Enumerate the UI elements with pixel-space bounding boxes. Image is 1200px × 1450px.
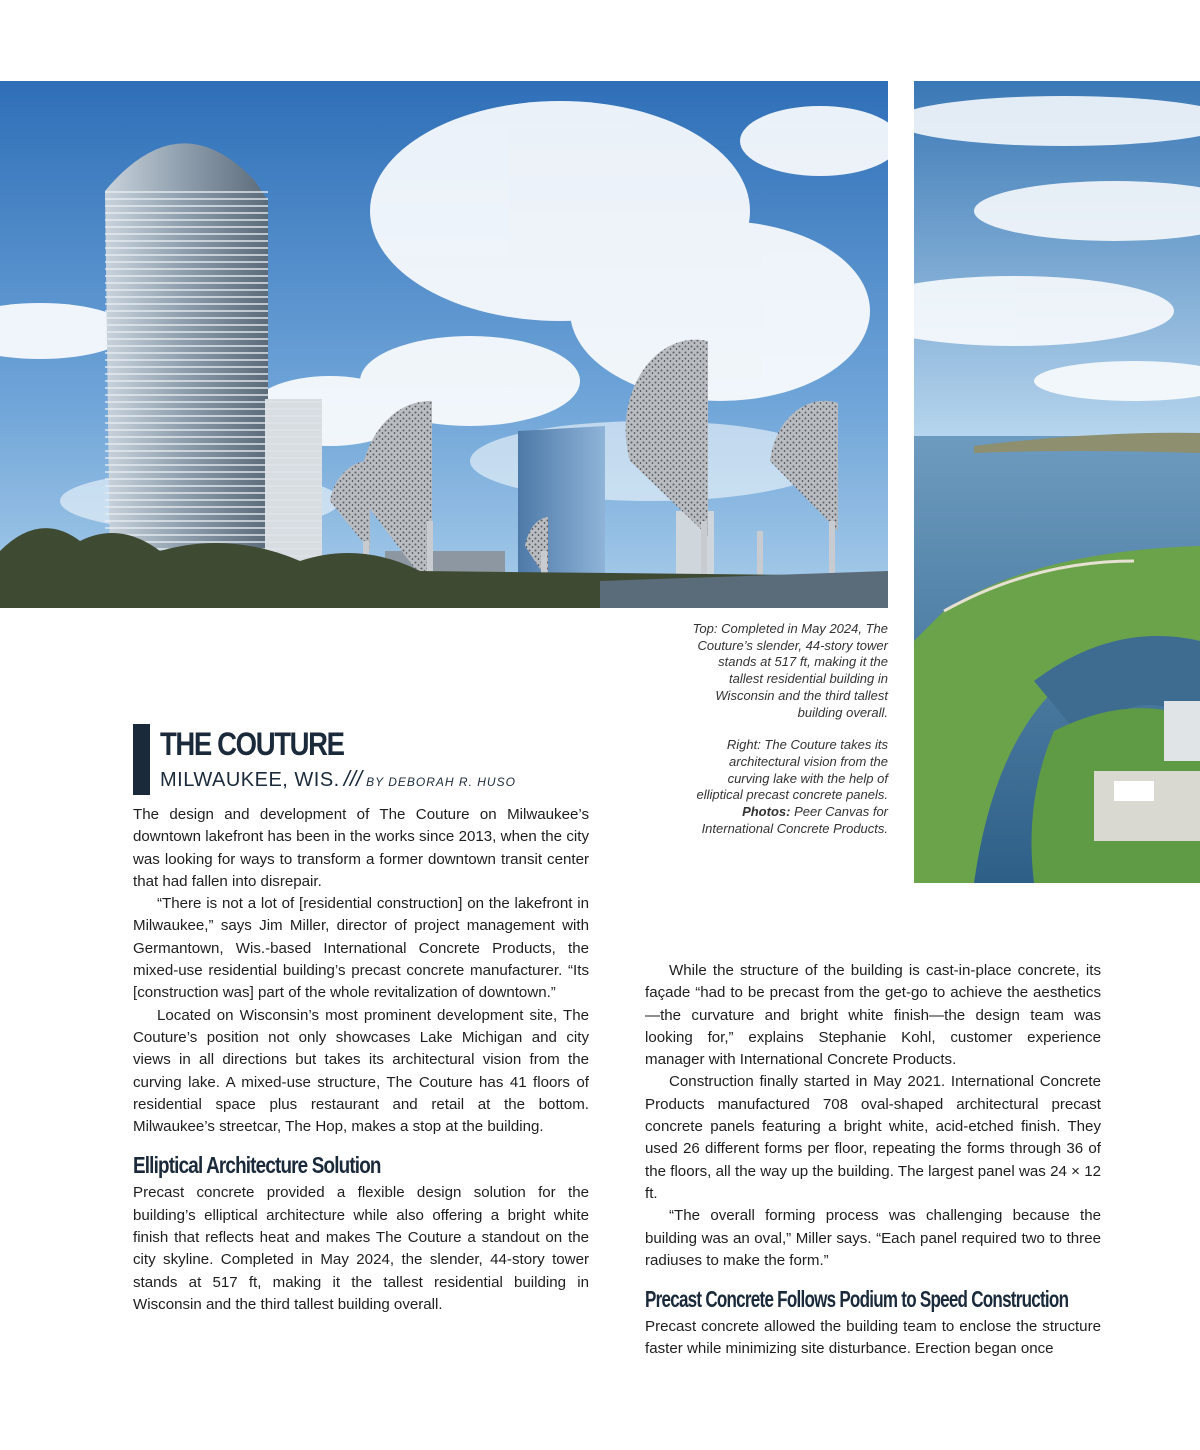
column-left <box>133 804 589 1316</box>
photo-couture-skyline <box>0 81 888 608</box>
section-heading-elliptical: Elliptical Architecture Solution <box>133 1152 381 1179</box>
paragraph: Construction finally started in May 2021. International Concrete Products manufactured 708 oval-shaped architectural precast concrete panels featuring a bright white, acid-etched finish. They used 26 different forms per floor, repeating the forms through 36 of the floors, all the way up the building. The largest panel was 24 × 12 ft. <box>645 1073 1101 1202</box>
column-right <box>645 960 1101 1361</box>
paragraph: While the structure of the building is cast-in-place concrete, its façade “had to be precast from the get-go to achieve the aesthetics—the curvature and bright white finish—the design team was looking for,” explains Stephanie Kohl, customer experience manager with International Concrete Products. <box>645 962 1101 1069</box>
paragraph: The design and development of The Couture on Milwaukee’s downtown lakefront has been in the works since 2013, when the city was looking for ways to transform a former downtown transit center that had fallen into disrepair. <box>133 806 589 890</box>
paragraph: Precast concrete provided a flexible design solution for the building’s elliptical architecture while also offering a bright white finish that reflects heat and makes The Couture a standout on the city skyline. Completed in May 2024, the slender, 44-story tower stands at 517 ft, making it the tallest residential building in Wisconsin and the third tallest building overall. <box>133 1184 589 1313</box>
caption-right <box>692 737 888 837</box>
article-title: THE COUTURE <box>160 726 344 762</box>
skyline-illustration <box>0 81 888 608</box>
paragraph: Precast concrete allowed the building team to enclose the structure faster while minimizing site disturbance. Erection began once <box>645 1318 1101 1358</box>
caption-photos-credit: Peer Canvas for International Concrete Products. <box>701 804 888 836</box>
paragraph: “The overall forming process was challenging because the building was an oval,” Miller says. “Each panel required two to three radiuses to make the form.” <box>645 1207 1101 1269</box>
paragraph: Located on Wisconsin’s most prominent development site, The Couture’s position not only showcases Lake Michigan and city views in all directions but takes its architectural vision from the curving lake. A mixed-use structure, The Couture has 41 floors of residential space plus restaurant and retail at the bottom. Milwaukee’s streetcar, The Hop, makes a stop at the building. <box>133 1006 589 1136</box>
lakefront-illustration <box>914 81 1200 883</box>
title-accent-bar <box>133 724 150 795</box>
slash-separator: /// <box>343 766 363 791</box>
section-heading-precast: Precast Concrete Follows Podium to Speed Construction <box>645 1286 1069 1313</box>
photo-caption <box>692 621 888 853</box>
caption-photos-label: Photos: <box>742 804 791 820</box>
paragraph: “There is not a lot of [residential construction] on the lakefront in Milwaukee,” says Jim Miller, director of project management with Germantown, Wis.-based International Concrete Products, the mixed-use residential building’s precast concrete manufacturer. “Its [construction was] part of the whole revitalization of downtown.” <box>133 895 589 1002</box>
photo-lakefront-aerial <box>914 81 1200 883</box>
article-byline: BY DEBORAH R. HUSO <box>366 775 516 789</box>
article-subtitle <box>160 764 516 797</box>
caption-top: Top: Completed in May 2024, The Couture’s slender, 44-story tower stands at 517 ft, making it the tallest residential building in Wisconsin and the third tallest building overall. <box>692 621 888 720</box>
caption-right-text: Right: The Couture takes its architectural vision from the curving lake with the help of elliptical precast concrete panels. <box>696 737 888 803</box>
article-location: MILWAUKEE, WIS. <box>160 769 340 791</box>
